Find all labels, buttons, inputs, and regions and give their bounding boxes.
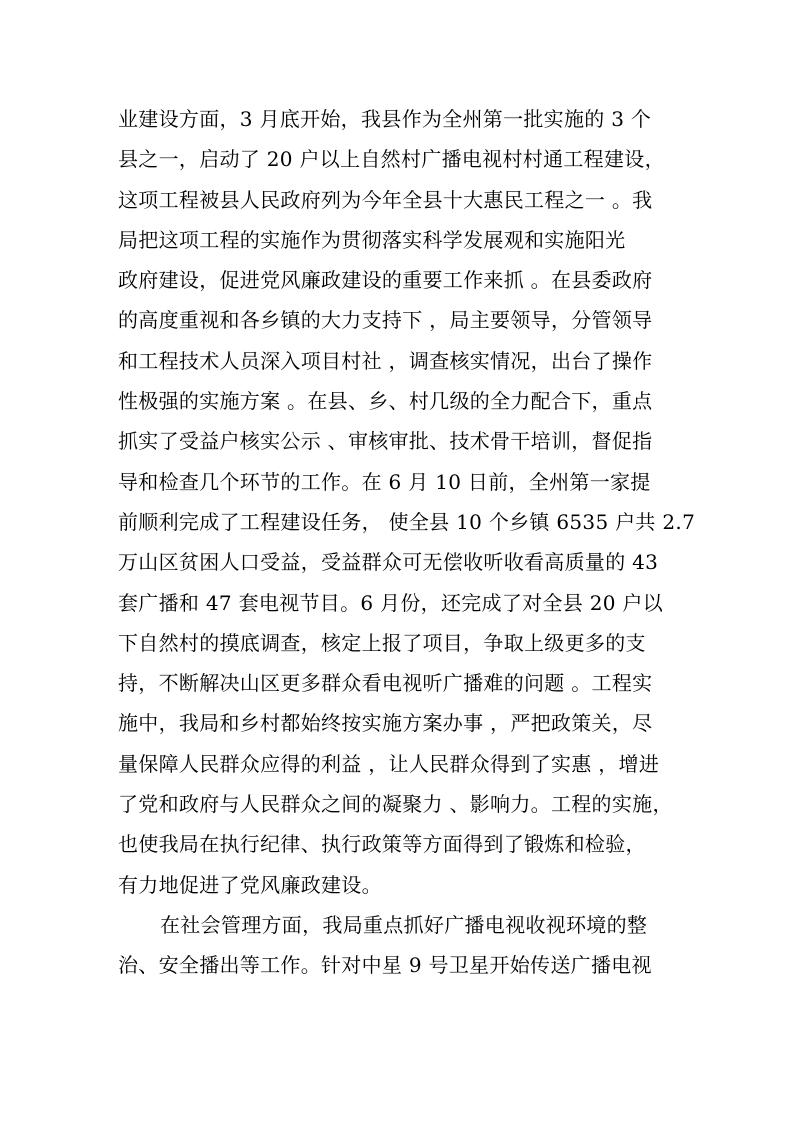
text-line: 性极强的实施方案 。在县、乡、村几级的全力配合下，重点 <box>118 389 653 414</box>
text-line: 政府建设，促进党风廉政建设的重要工作来抓 。在县委政府 <box>118 268 653 293</box>
text-line: 万山区贫困人口受益，受益群众可无偿收听收看高质量的 43 <box>118 550 659 575</box>
text-line: 也使我局在执行纪律、执行政策等方面得到了锻炼和检验， <box>118 832 646 857</box>
text-line: 了党和政府与人民群众之间的凝聚力 、影响力。工程的实施， <box>118 792 673 817</box>
body-text <box>118 99 718 986</box>
text-line: 县之一，启动了 20 户以上自然村广播电视村村通工程建设， <box>118 147 665 172</box>
text-line: 有力地促进了党风廉政建设。 <box>118 872 382 897</box>
text-line: 导和检查几个环节的工作。在 6 月 10 日前，全州第一家提 <box>118 469 651 494</box>
text-line: 的高度重视和各乡镇的大力支持下 ，局主要领导，分管领导 <box>118 308 653 333</box>
text-line: 量保障人民群众应得的利益 ，让人民群众得到了实惠 ，增进 <box>118 751 660 776</box>
text-line: 局把这项工程的实施作为贯彻落实科学发展观和实施阳光 <box>118 227 626 252</box>
text-line: 套广播和 47 套电视节目。6 月份，还完成了对全县 20 户以 <box>118 590 664 615</box>
text-line: 下自然村的摸底调查，核定上报了项目，争取上级更多的支 <box>118 630 646 655</box>
text-line: 抓实了受益户核实公示 、审核审批、技术骨干培训，督促指 <box>118 429 653 454</box>
text-line: 施中，我局和乡村都始终按实施方案办事 ，严把政策关，尽 <box>118 711 653 736</box>
text-line: 治、安全播出等工作。针对中星 9 号卫星开始传送广播电视 <box>118 953 652 978</box>
paragraph-start-line: 在社会管理方面，我局重点抓好广播电视收视环境的整 <box>160 912 648 937</box>
text-line: 前顺利完成了工程建设任务， 使全县 10 个乡镇 6535 户共 2.7 <box>118 509 696 534</box>
text-line: 这项工程被县人民政府列为今年全县十大惠民工程之一 。我 <box>118 187 653 212</box>
text-line: 和工程技术人员深入项目村社 ，调查核实情况，出台了操作 <box>118 348 653 373</box>
text-line: 持，不断解决山区更多群众看电视听广播难的问题 。工程实 <box>118 671 653 696</box>
text-line: 业建设方面，3 月底开始，我县作为全州第一批实施的 3 个 <box>118 107 652 131</box>
